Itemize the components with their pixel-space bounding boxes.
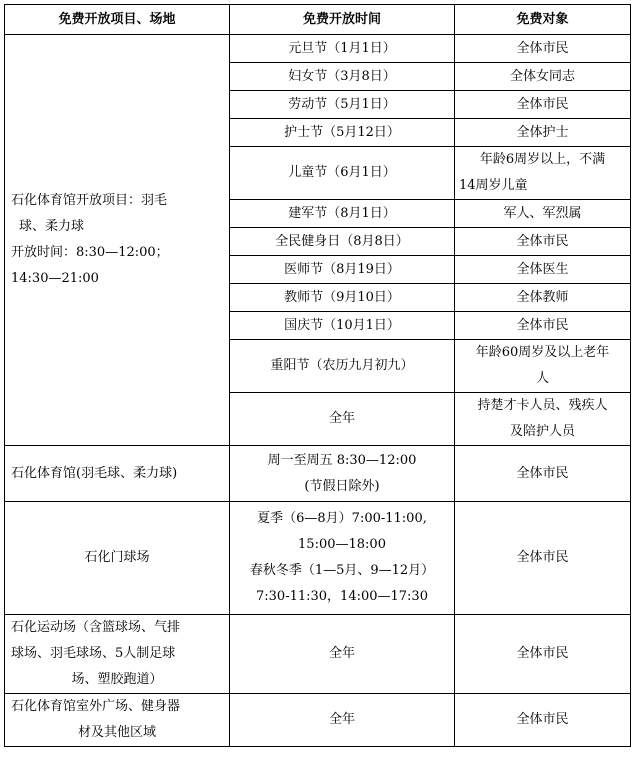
- time-line: (节假日除外): [304, 478, 380, 494]
- time-line: 15:00—18:00: [298, 537, 386, 552]
- venue4-time: 全年: [230, 615, 455, 694]
- time-line: 夏季（6—8月）7:00-11:00,: [257, 511, 427, 526]
- time-cell: 妇女节（3月8日）: [230, 63, 455, 91]
- venue5-line: 石化体育馆室外广场、健身器: [11, 699, 181, 714]
- table-row: [5, 35, 631, 63]
- time-line: 周一至周五 8:30—12:00: [267, 452, 417, 468]
- time-cell: 全年: [230, 393, 455, 446]
- target-line: 年龄6周岁以上，不满: [479, 152, 606, 167]
- time-cell: 劳动节（5月1日）: [230, 91, 455, 119]
- time-cell: 教师节（9月10日）: [230, 284, 455, 312]
- venue1-cell: [5, 35, 230, 446]
- venue3-time: [230, 502, 455, 615]
- venue4-name: [5, 615, 230, 694]
- header-venue: 免费开放项目、场地: [5, 5, 230, 35]
- time-cell: 医师节（8月19日）: [230, 256, 455, 284]
- header-time: 免费开放时间: [230, 5, 455, 35]
- target-cell: 全体医生: [455, 256, 631, 284]
- time-cell: 儿童节（6月1日）: [230, 147, 455, 200]
- venue4-target: 全体市民: [455, 615, 631, 694]
- header-target: 免费对象: [455, 5, 631, 35]
- venue1-line: 14:30—21:00: [11, 271, 99, 286]
- time-cell: 全民健身日（8月8日）: [230, 228, 455, 256]
- venue2-name: 石化体育馆(羽毛球、柔力球): [5, 446, 230, 502]
- target-line: 持楚才卡人员、残疾人: [477, 398, 608, 413]
- target-cell: 全体护士: [455, 119, 631, 147]
- venue3-target: 全体市民: [455, 502, 631, 615]
- target-line: 人: [535, 371, 549, 386]
- target-line: 14周岁儿童: [459, 178, 528, 193]
- target-cell: 军人、军烈属: [455, 200, 631, 228]
- header-row: [5, 5, 631, 35]
- time-cell: 建军节（8月1日）: [230, 200, 455, 228]
- time-cell: 元旦节（1月1日）: [230, 35, 455, 63]
- venue1-line: 开放时间：8:30—12:00；: [11, 245, 169, 260]
- target-cell: [455, 147, 631, 200]
- time-line: 春秋冬季（1—5月、9—12月）: [249, 563, 435, 578]
- target-cell: 全体市民: [455, 312, 631, 340]
- time-cell: 国庆节（10月1日）: [230, 312, 455, 340]
- venue5-line: 材及其他区域: [77, 725, 156, 740]
- table-row: [5, 615, 631, 694]
- venue5-time: 全年: [230, 694, 455, 747]
- target-line: 年龄60周岁及以上老年: [475, 345, 610, 360]
- venue5-name: [5, 694, 230, 747]
- target-cell: 全体市民: [455, 35, 631, 63]
- venue5-target: 全体市民: [455, 694, 631, 747]
- table-row: [5, 446, 631, 502]
- venue3-name: 石化门球场: [5, 502, 230, 615]
- venue1-line: 石化体育馆开放项目：羽毛: [11, 193, 168, 208]
- table-row: [5, 694, 631, 747]
- target-line: 及陪护人员: [509, 424, 575, 439]
- time-cell: 重阳节（农历九月初九）: [230, 340, 455, 393]
- venue4-line: 场、塑胶跑道）: [71, 672, 163, 687]
- time-cell: 护士节（5月12日）: [230, 119, 455, 147]
- venue4-line: 石化运动场（含篮球场、气排: [11, 620, 181, 635]
- target-cell: [455, 340, 631, 393]
- free-opening-table: [4, 4, 631, 747]
- target-cell: 全体市民: [455, 91, 631, 119]
- venue2-time: [230, 446, 455, 502]
- venue4-line: 球场、羽毛球场、5人制足球: [11, 646, 176, 661]
- target-cell: 全体市民: [455, 228, 631, 256]
- venue2-target: 全体市民: [455, 446, 631, 502]
- venue1-line: 球、柔力球: [19, 219, 85, 234]
- target-cell: 全体女同志: [455, 63, 631, 91]
- target-cell: [455, 393, 631, 446]
- target-cell: 全体教师: [455, 284, 631, 312]
- table-row: [5, 502, 631, 615]
- time-line: 7:30-11:30，14:00—17:30: [256, 589, 428, 604]
